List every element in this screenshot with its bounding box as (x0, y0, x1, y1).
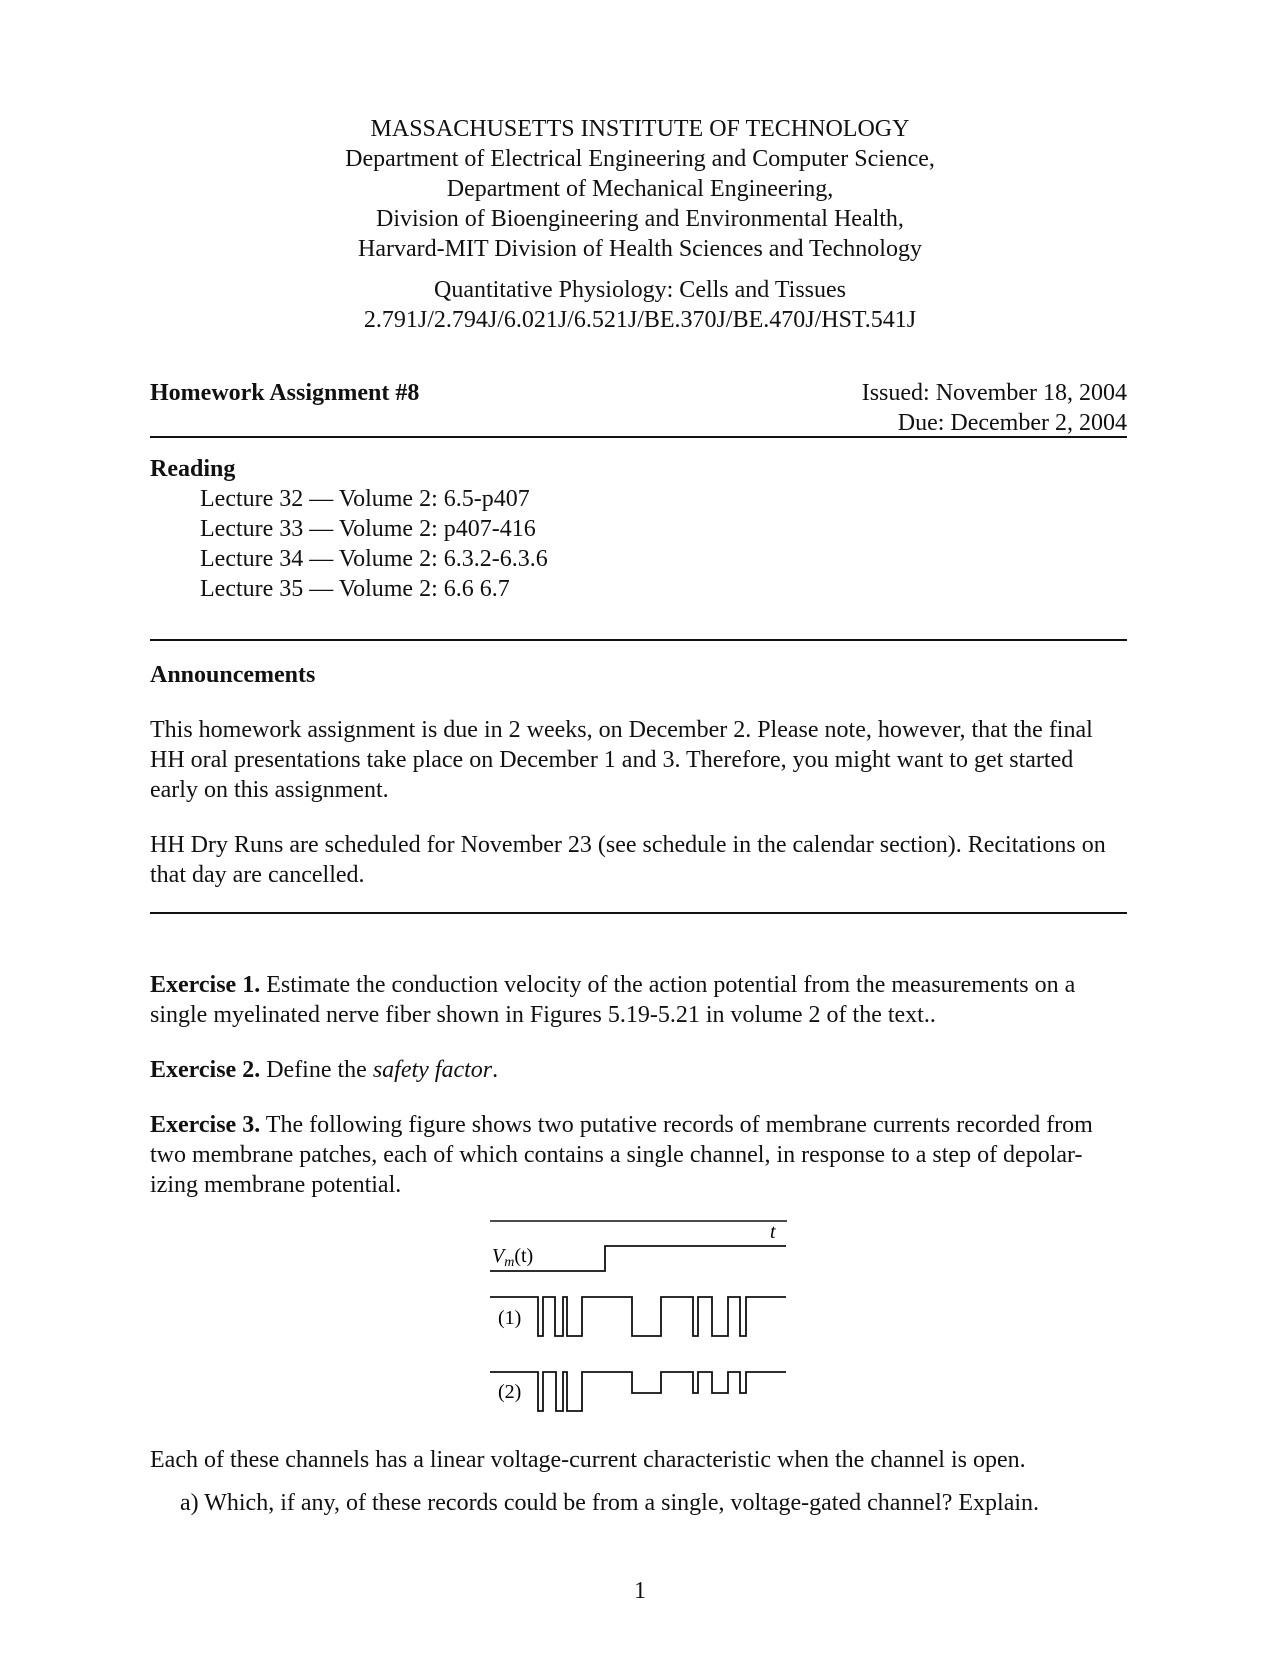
emphasized-term: safety factor (372, 1057, 493, 1083)
course-title: Quantitative Physiology: Cells and Tissues (433, 277, 847, 303)
vm-label-main: V (492, 1245, 505, 1267)
course-numbers: 2.791J/2.794J/6.021J/6.521J/BE.370J/BE.470J/HST.541J (363, 307, 917, 333)
exercise-text: single myelinated nerve fiber shown in Figures 5.19-5.21 in volume 2 of the text.. (150, 1002, 936, 1028)
exercise-text: . (492, 1057, 499, 1083)
announcement-line: HH Dry Runs are scheduled for November 23 (see schedule in the calendar section). Recitations on (150, 832, 1106, 858)
divider (150, 639, 1127, 641)
t-label: t (770, 1221, 776, 1243)
vm-label (492, 1245, 533, 1270)
question-a (180, 1488, 1039, 1518)
institution-name: MASSACHUSETTS INSTITUTE OF TECHNOLOGY (370, 116, 910, 142)
assignment-title: Homework Assignment #8 (150, 380, 420, 406)
vm-label-sub: m (504, 1255, 515, 1270)
exercise-label: Exercise 2. (150, 1057, 261, 1083)
reading-item: Lecture 32 — Volume 2: 6.5-p407 (200, 486, 530, 512)
announcements-heading: Announcements (150, 662, 316, 688)
vm-label-arg: (t) (514, 1245, 534, 1267)
reading-item: Lecture 34 — Volume 2: 6.3.2-6.3.6 (200, 546, 548, 572)
exercise-label: Exercise 3. (150, 1112, 261, 1138)
record-1-label: (1) (498, 1307, 522, 1329)
exercise-text: Define the (266, 1057, 373, 1083)
question-text: Which, if any, of these records could be from a single, voltage-gated channel? Explain. (204, 1490, 1040, 1516)
exercise-1 (150, 970, 1075, 1000)
exercise-text: Estimate the conduction velocity of the action potential from the measurements on a (266, 972, 1076, 998)
record-1-trace (490, 1297, 786, 1336)
announcement-line: that day are cancelled. (150, 862, 365, 888)
announcement-line: HH oral presentations take place on December 1 and 3. Therefore, you might want to get started (150, 747, 1074, 773)
channel-characteristic-sentence: Each of these channels has a linear voltage-current characteristic when the channel is open. (150, 1447, 1026, 1473)
due-date: Due: December 2, 2004 (897, 410, 1127, 436)
exercise-label: Exercise 1. (150, 972, 261, 998)
department-line: Department of Electrical Engineering and Computer Science, (345, 146, 935, 172)
course-block (0, 275, 1280, 335)
divider (150, 436, 1127, 438)
channel-records-figure (480, 1215, 800, 1415)
reading-item: Lecture 35 — Volume 2: 6.6 6.7 (200, 576, 510, 602)
department-line: Division of Bioengineering and Environmental Health, (376, 206, 904, 232)
announcement-line: This homework assignment is due in 2 weeks, on December 2. Please note, however, that the final (150, 717, 1093, 743)
page-number: 1 (634, 1578, 646, 1604)
record-2-trace (490, 1372, 786, 1411)
announcement-line: early on this assignment. (150, 777, 389, 803)
header-block (0, 114, 1280, 264)
vm-step-trace (490, 1246, 786, 1271)
record-2-label: (2) (498, 1381, 522, 1403)
reading-item: Lecture 33 — Volume 2: p407-416 (200, 516, 536, 542)
exercise-2 (150, 1055, 498, 1085)
exercise-text: The following figure shows two putative records of membrane currents recorded from (265, 1112, 1093, 1138)
question-label: a) (180, 1490, 199, 1516)
reading-heading: Reading (150, 456, 236, 482)
department-line: Harvard-MIT Division of Health Sciences and Technology (358, 236, 922, 262)
exercise-text: two membrane patches, each of which contains a single channel, in response to a step of depolar- (150, 1142, 1083, 1168)
divider (150, 912, 1127, 914)
issued-date: Issued: November 18, 2004 (861, 380, 1127, 406)
department-line: Department of Mechanical Engineering, (446, 176, 834, 202)
exercise-3 (150, 1110, 1093, 1140)
exercise-text: izing membrane potential. (150, 1172, 402, 1198)
